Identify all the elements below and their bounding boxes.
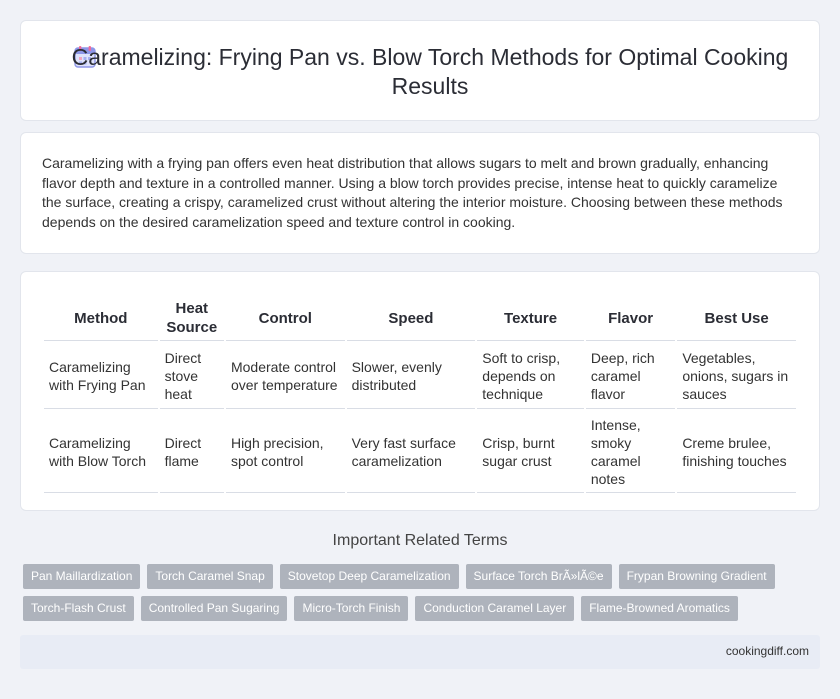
related-terms-list [23,564,803,628]
cell-texture: Soft to crisp, depends on technique [477,343,584,409]
table-row [44,343,796,409]
table-header-row [44,296,796,341]
related-term-tag[interactable]: Torch-Flash Crust [23,596,134,621]
intro-paragraph: Caramelizing with a frying pan offers even heat distribution that allows sugars to melt and brown gradually, enhancing flavor depth and texture in a controlled manner. Using a blow torch provides precise, intense heat to quickly caramelize the surface, creating a crispy, caramelized crust without altering the interior moisture. Choosing between these methods depends on the desired caramelization speed and texture control in cooking. [42,155,783,230]
cell-texture: Crisp, burnt sugar crust [477,411,584,493]
related-term-tag[interactable]: Micro-Torch Finish [294,596,408,621]
related-term-tag[interactable]: Controlled Pan Sugaring [141,596,288,621]
footer-site-link[interactable]: cookingdiff.com [725,644,809,658]
related-term-tag[interactable]: Conduction Caramel Layer [415,596,574,621]
header-flavor: Flavor [586,296,675,341]
cell-control: High precision, spot control [226,411,345,493]
cell-method: Caramelizing with Blow Torch [44,411,158,493]
related-term-tag[interactable]: Pan Maillardization [23,564,140,589]
header-best-use: Best Use [677,296,796,341]
header-texture: Texture [477,296,584,341]
related-term-tag[interactable]: Frypan Browning Gradient [619,564,775,589]
page-title: Caramelizing: Frying Pan vs. Blow Torch Methods for Optimal Cooking Results [71,44,789,99]
intro-card [20,132,820,254]
cell-control: Moderate control over temperature [226,343,345,409]
cell-method: Caramelizing with Frying Pan [44,343,158,409]
header-heat-source: Heat Source [160,296,224,341]
cell-speed: Very fast surface caramelization [347,411,476,493]
table-card [20,271,820,511]
cell-heat-source: Direct flame [160,411,224,493]
footer-bar [20,635,820,669]
header-control: Control [226,296,345,341]
related-term-tag[interactable]: Flame-Browned Aromatics [581,596,738,621]
cell-best-use: Vegetables, onions, sugars in sauces [677,343,796,409]
cell-flavor: Intense, smoky caramel notes [586,411,675,493]
table-row [44,411,796,493]
related-term-tag[interactable]: Stovetop Deep Caramelization [280,564,459,589]
related-term-tag[interactable]: Surface Torch BrÃ»lÃ©e [466,564,612,589]
related-term-tag[interactable]: Torch Caramel Snap [147,564,272,589]
header-speed: Speed [347,296,476,341]
header-method: Method [44,296,158,341]
related-terms-heading: Important Related Terms [332,532,508,549]
cell-best-use: Creme brulee, finishing touches [677,411,796,493]
cell-speed: Slower, evenly distributed [347,343,476,409]
cell-heat-source: Direct stove heat [160,343,224,409]
cell-flavor: Deep, rich caramel flavor [586,343,675,409]
comparison-table [42,294,798,495]
